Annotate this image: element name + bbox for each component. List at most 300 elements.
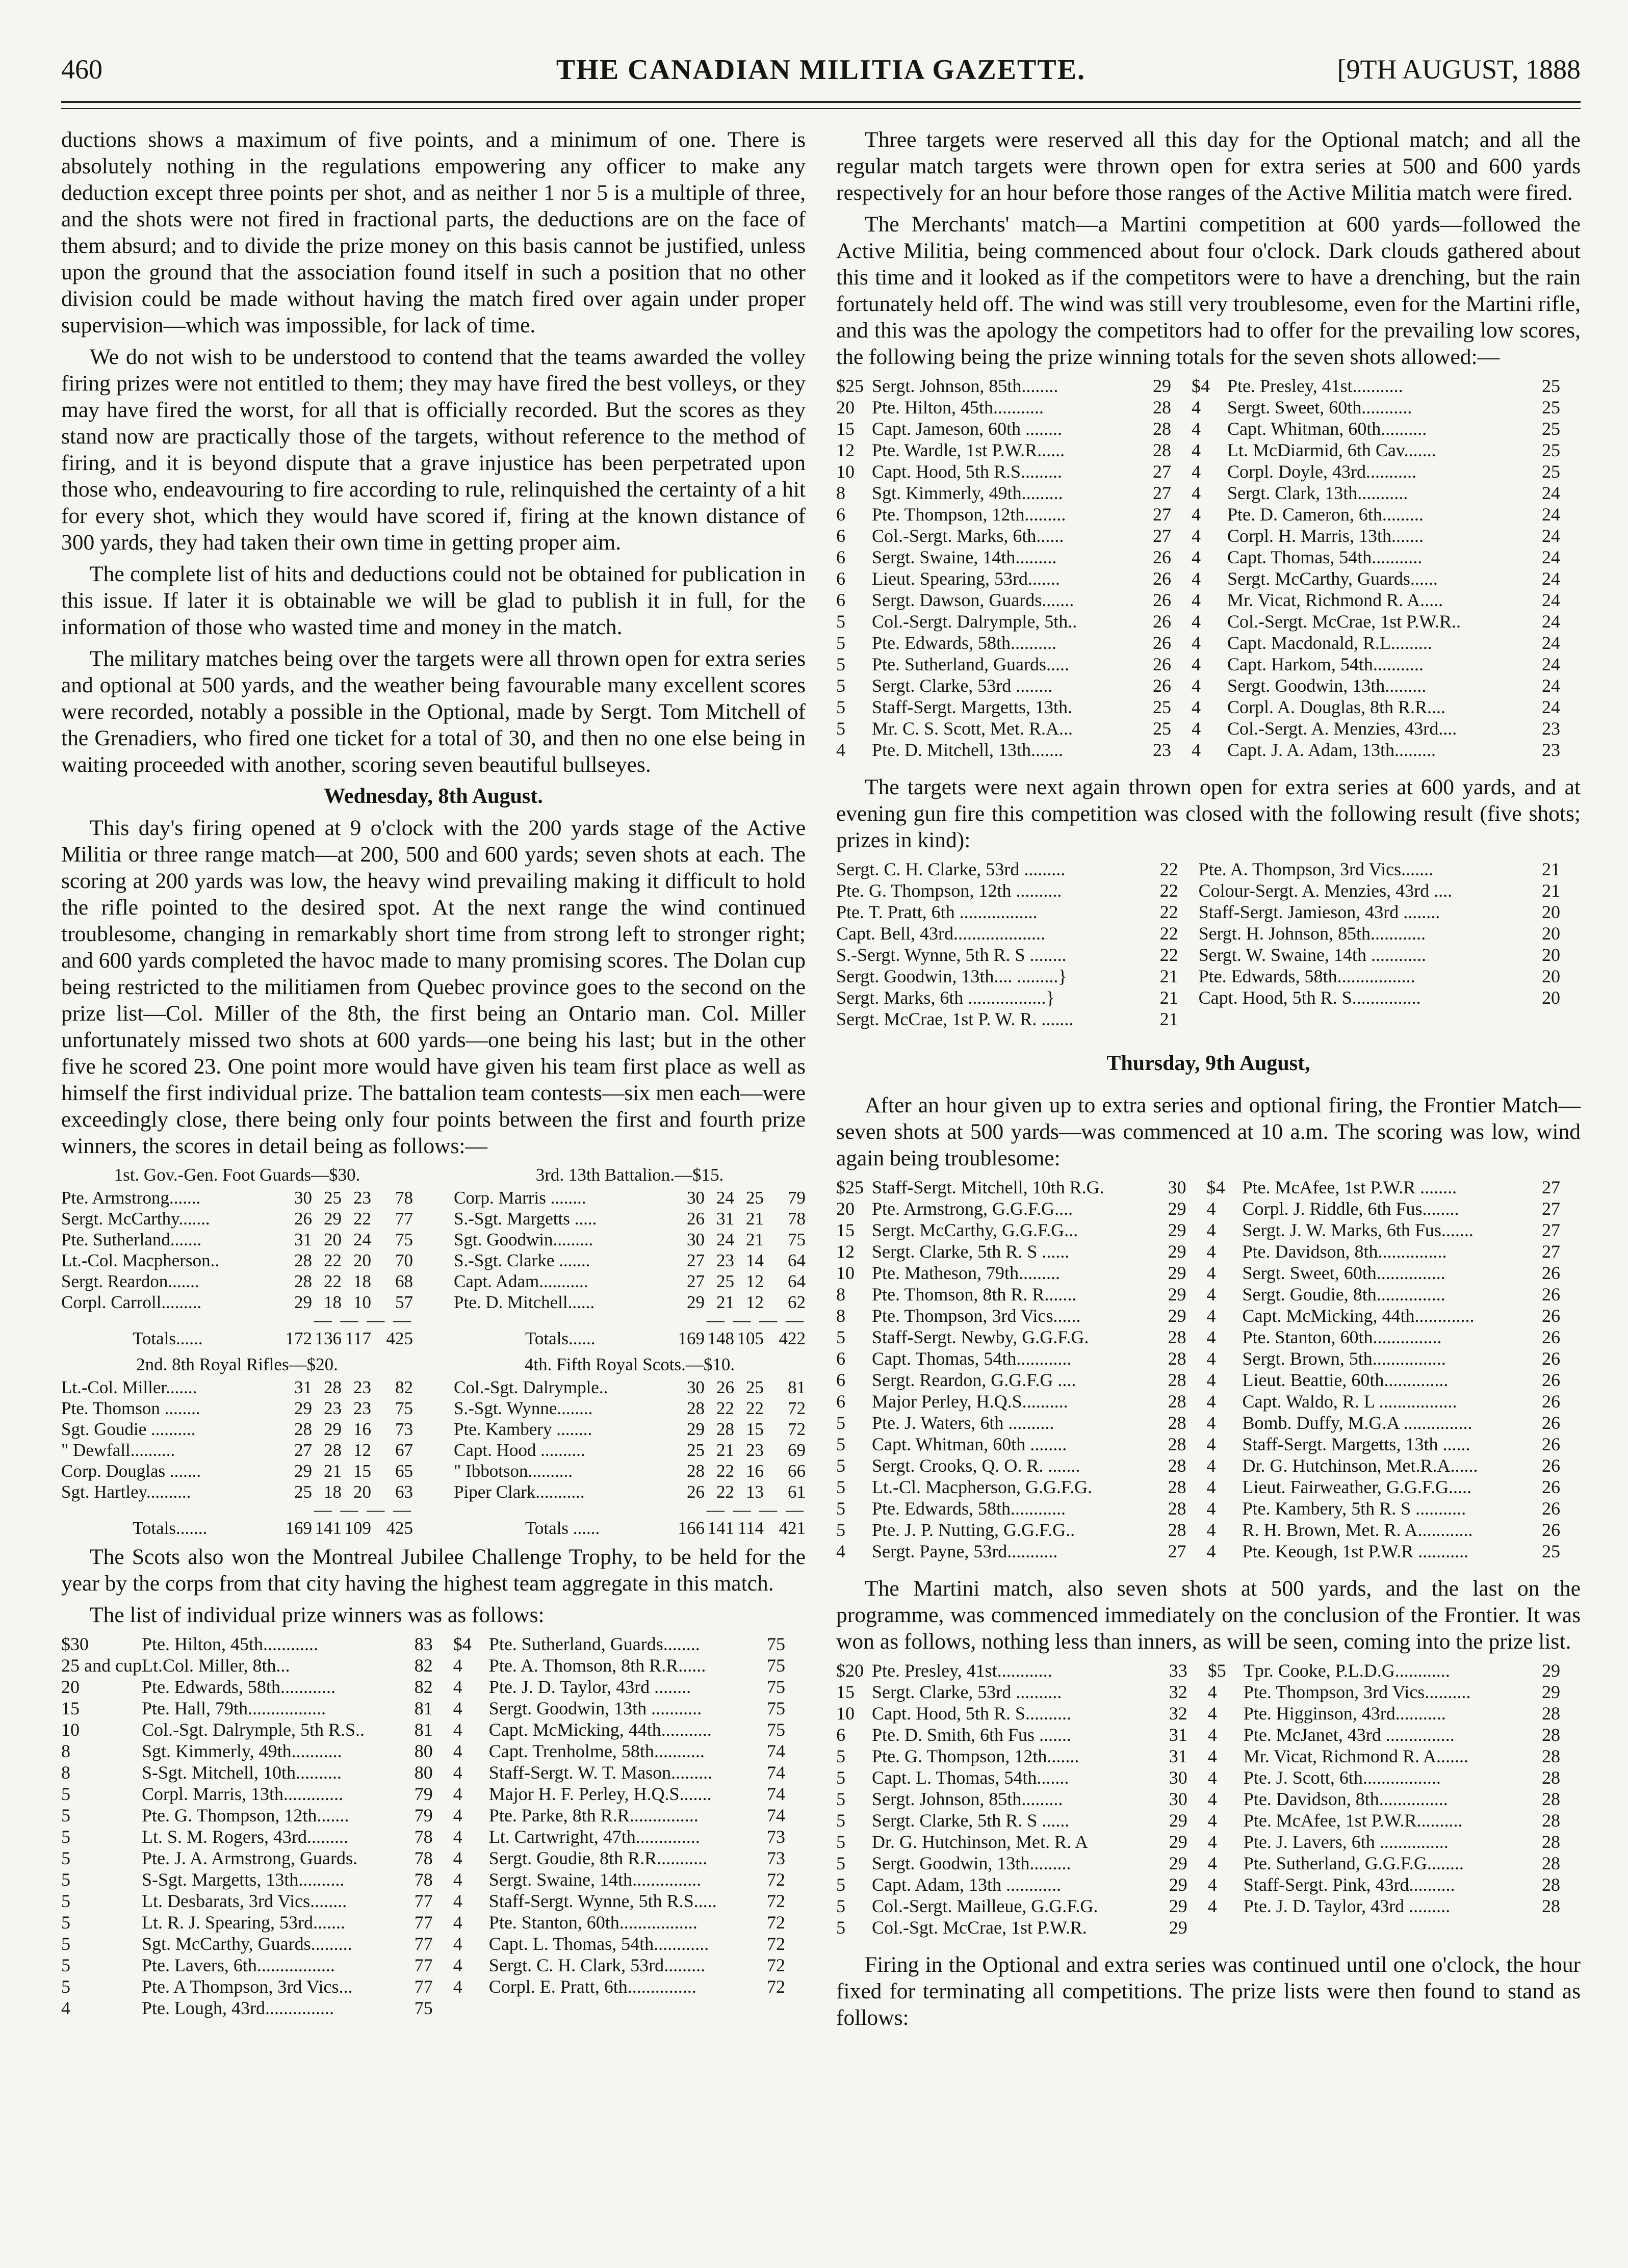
prize-amount: 4: [1207, 1703, 1217, 1724]
table-row: [836, 1008, 1581, 1030]
team-member-row: [454, 1229, 806, 1250]
score-600: 24: [353, 1230, 371, 1249]
totals-rule: — — — —: [706, 1500, 806, 1520]
table-row: [836, 880, 1581, 901]
prize-amount: 20: [836, 1198, 855, 1219]
table-row: [836, 546, 1581, 568]
competitor-name: Sergt. J. W. Marks, 6th Fus.......: [1242, 1220, 1474, 1240]
table-row: [836, 1177, 1581, 1198]
prize-amount: 4: [836, 1541, 845, 1561]
member-name: " Ibbotson..........: [454, 1461, 573, 1481]
score: 32: [1169, 1703, 1187, 1724]
prize-amount: 4: [453, 1869, 462, 1890]
prize-amount: 4: [1191, 419, 1201, 439]
competitor-name: Staff-Sergt. Margetts, 13th ......: [1242, 1434, 1470, 1454]
score: 20: [1542, 966, 1560, 986]
competitor-name: Dr. G. Hutchinson, Met. R. A: [872, 1832, 1089, 1852]
score: 72: [767, 1891, 785, 1911]
member-name: S.-Sgt. Wynne........: [454, 1398, 593, 1418]
competitor-name: Pte. Thompson, 12th.........: [872, 504, 1066, 525]
competitor-name: Pte. J. D. Taylor, 43rd .........: [1243, 1896, 1451, 1916]
score: 22: [1159, 923, 1178, 944]
table-row: [836, 1853, 1581, 1874]
member-total: 63: [395, 1482, 413, 1502]
competitor-name: Pte. G. Thompson, 12th.......: [141, 1805, 349, 1826]
score: 28: [1542, 1746, 1560, 1766]
score: 26: [1542, 1284, 1560, 1305]
competitor-name: Pte. Sutherland, G.G.F.G........: [1243, 1853, 1464, 1873]
competitor-name: Mr. C. S. Scott, Met. R.A...: [872, 718, 1073, 739]
prize-amount: 5: [61, 1827, 70, 1847]
score: 20: [1542, 902, 1560, 922]
score: 25: [1542, 461, 1560, 482]
team-member-row: [61, 1187, 413, 1208]
prize-amount: 8: [836, 1306, 845, 1326]
score: 80: [414, 1762, 433, 1783]
competitor-name: Pte. Thompson, 3rd Vics..........: [1243, 1682, 1471, 1702]
score: 28: [1542, 1853, 1560, 1873]
score: 78: [414, 1869, 433, 1890]
team-totals-row: [61, 1328, 413, 1349]
competitor-name: Capt. Thomas, 54th............: [872, 1348, 1072, 1369]
score: 29: [1169, 1874, 1187, 1895]
competitor-name: Capt. L. Thomas, 54th............: [488, 1934, 709, 1954]
competitor-name: Sergt. Goudie, 8th...............: [1242, 1284, 1445, 1305]
member-total: 82: [395, 1377, 413, 1397]
score: 20: [1542, 945, 1560, 965]
prize-amount: 6: [836, 590, 845, 610]
score: 27: [1542, 1241, 1560, 1262]
member-total: 75: [395, 1230, 413, 1249]
competitor-name: Sergt. Reardon, G.G.F.G ....: [872, 1370, 1076, 1390]
prize-amount: 4: [1191, 675, 1201, 696]
table-row: [61, 1805, 806, 1826]
member-total: 72: [788, 1419, 806, 1439]
competitor-name: Pte. A. Thompson, 3rd Vics.......: [1198, 859, 1434, 879]
competitor-name: Sergt. Crooks, Q. O. R. .......: [872, 1455, 1080, 1476]
table-row: [61, 1890, 806, 1912]
competitor-name: Sergt. Sweet, 60th...........: [1227, 397, 1412, 418]
competitor-name: Lt.Col. Miller, 8th...: [141, 1655, 290, 1676]
prize-amount: 5: [61, 1805, 70, 1826]
competitor-name: Sergt. Brown, 5th................: [1242, 1348, 1446, 1369]
table-row: [836, 589, 1581, 611]
competitor-name: Mr. Vicat, Richmond R. A.......: [1243, 1746, 1468, 1766]
score: 28: [1152, 419, 1171, 439]
table-row: [61, 1847, 806, 1869]
prize-amount: 4: [1191, 740, 1201, 760]
prize-amount: 5: [836, 1746, 845, 1766]
prize-amount: 4: [1191, 633, 1201, 653]
table-row: [61, 1740, 806, 1762]
score: 28: [1168, 1520, 1186, 1540]
prize-amount: 6: [836, 1391, 845, 1412]
competitor-name: Major H. F. Perley, H.Q.S.......: [488, 1784, 712, 1804]
score-600: 15: [746, 1419, 764, 1439]
prize-amount: 5: [836, 1789, 845, 1809]
competitor-name: Pte. J. D. Taylor, 43rd ........: [488, 1677, 691, 1697]
score-500: 31: [716, 1209, 734, 1229]
table-row: [836, 858, 1581, 880]
table-row: [61, 1954, 806, 1976]
team-member-row: [61, 1419, 413, 1440]
prize-amount: 5: [836, 1896, 845, 1916]
score: 28: [1542, 1725, 1560, 1745]
prize-amount: 6: [836, 1725, 845, 1745]
score: 26: [1152, 568, 1171, 589]
competitor-name: Pte. McJanet, 43rd ...............: [1243, 1725, 1455, 1745]
member-name: Capt. Hood ..........: [454, 1440, 585, 1460]
competitor-name: Pte. Matheson, 79th.........: [872, 1263, 1060, 1283]
score: 26: [1542, 1263, 1560, 1283]
prize-amount: 4: [453, 1719, 462, 1740]
member-total: 61: [788, 1482, 806, 1502]
table-row: [836, 1541, 1581, 1562]
competitor-name: Sergt. Goodwin, 13th.... .........}: [836, 966, 1067, 986]
prize-amount: 4: [1206, 1520, 1216, 1540]
member-name: Piper Clark...........: [454, 1482, 585, 1502]
prize-amount: 4: [453, 1912, 462, 1933]
table-row: [836, 944, 1581, 966]
score: 77: [414, 1976, 433, 1997]
competitor-name: Sergt. C. H. Clark, 53rd.........: [488, 1955, 706, 1975]
competitor-name: Pte. Thomson, 8th R. R.......: [872, 1284, 1077, 1305]
competitor-name: Bomb. Duffy, M.G.A ...............: [1242, 1413, 1472, 1433]
score-200: 28: [294, 1419, 312, 1439]
total-600: 109: [344, 1518, 371, 1538]
table-row: [836, 1917, 1581, 1938]
competitor-name: Capt. Adam, 13th ............: [872, 1874, 1061, 1895]
score-600: 15: [353, 1461, 371, 1481]
prize-amount: 6: [836, 1370, 845, 1390]
competitor-name: Sgt. Kimmerly, 49th...........: [141, 1741, 342, 1761]
prize-amount: 4: [1206, 1413, 1216, 1433]
competitor-name: Sergt. W. Swaine, 14th ............: [1198, 945, 1426, 965]
score: 29: [1542, 1660, 1560, 1681]
competitor-name: Capt. Harkom, 54th...........: [1227, 654, 1424, 674]
team-member-row: [454, 1398, 806, 1419]
score: 74: [767, 1741, 785, 1761]
prize-amount: 4: [1206, 1541, 1216, 1561]
competitor-name: Dr. G. Hutchinson, Met.R.A......: [1242, 1455, 1478, 1476]
member-name: S.-Sgt. Margetts .....: [454, 1209, 597, 1229]
table-row: [836, 1326, 1581, 1348]
score: [1504, 1917, 1581, 1938]
score-200: 29: [687, 1292, 705, 1312]
score-600: 12: [353, 1440, 371, 1460]
competitor-name: Col.-Sergt. Mailleue, G.G.F.G.: [872, 1896, 1098, 1916]
score: 28: [1542, 1896, 1560, 1916]
team-member-row: [454, 1377, 806, 1398]
score: 26: [1542, 1327, 1560, 1347]
table-row: [836, 1198, 1581, 1219]
member-total: 78: [788, 1209, 806, 1229]
prize-amount: 4: [1207, 1874, 1217, 1895]
prize-amount: 4: [1191, 654, 1201, 674]
prize-amount: 5: [836, 1477, 845, 1497]
prize-amount: 4: [1207, 1810, 1217, 1831]
table-row: [836, 1498, 1581, 1519]
score: 25: [1542, 1541, 1560, 1561]
paragraph: This day's firing opened at 9 o'clock with the 200 yards stage of the Active Militia or three range match—at 200, 500 and 600 yards; seven shots at each. The scoring at 200 yards was low, the heavy wind prevailing making it difficult to hold the rifle pointed to the desired spot. At the next range the wind continued troublesome, changing in remarkably short time from strong left to stronger right; and 600 yards completed the havoc made to many promising scores. The Dolan cup being restricted to the militiamen from Quebec province goes to the second on the prize list—Col. Miller of the 8th, the first being an Ontario man. Col. Miller unfortunately missed two shots at 600 yards—one being his last; but in the other five he scored 23. One point more would have given his team first place as well as himself the first individual prize. The battalion team contests—six men each—were exceedingly close, there being only four points between the first and fourth prize winners, the scores in detail being as follows:—: [61, 816, 806, 1158]
score-600: 25: [746, 1188, 764, 1208]
team-member-row: [454, 1481, 806, 1502]
prize-amount: 4: [1206, 1391, 1216, 1412]
prize-amount: 4: [453, 1741, 462, 1761]
score: 26: [1152, 547, 1171, 567]
prize-amount: $25: [836, 1177, 864, 1197]
prize-amount: 4: [1207, 1789, 1217, 1809]
score-200: 26: [687, 1209, 705, 1229]
table-row: [61, 1698, 806, 1719]
table-row: [836, 1724, 1581, 1745]
score: 72: [767, 1976, 785, 1997]
competitor-name: Corpl. A. Douglas, 8th R.R....: [1227, 697, 1445, 717]
team-member-row: [61, 1292, 413, 1313]
totals-label: Totals......: [525, 1328, 596, 1348]
competitor-name: Capt. Macdonald, R.L.........: [1227, 633, 1432, 653]
prize-amount: 4: [1206, 1370, 1216, 1390]
prize-amount: 12: [836, 1241, 855, 1262]
table-row: [61, 1719, 806, 1740]
competitor-name: Sergt. Johnson, 85th.........: [872, 1789, 1063, 1809]
score-500: 22: [716, 1398, 734, 1418]
score: 33: [1169, 1660, 1187, 1681]
score: 26: [1542, 1370, 1560, 1390]
prize-amount: 5: [836, 1520, 845, 1540]
totals-rule: — — — —: [314, 1310, 413, 1330]
team-table: [61, 1354, 413, 1539]
member-name: Sgt. Goudie ..........: [61, 1419, 196, 1439]
score-600: 23: [353, 1377, 371, 1397]
prize-amount: 4: [453, 1762, 462, 1783]
score-500: 22: [716, 1461, 734, 1481]
score: 75: [767, 1677, 785, 1697]
member-name: Sergt. Reardon.......: [61, 1271, 199, 1291]
competitor-name: Sergt. Clark, 13th...........: [1227, 483, 1408, 503]
score: 28: [1542, 1789, 1560, 1809]
score: 27: [1152, 461, 1171, 482]
score-200: 26: [294, 1209, 312, 1229]
team-grand-total: 421: [779, 1518, 806, 1538]
score: 27: [1152, 526, 1171, 546]
score: 28: [1168, 1455, 1186, 1476]
score: 22: [1159, 902, 1178, 922]
score: 79: [414, 1784, 433, 1804]
competitor-name: Sergt. Goodwin, 13th.........: [1227, 675, 1427, 696]
table-row: [836, 696, 1581, 718]
score: 30: [1169, 1789, 1187, 1809]
score: 28: [1168, 1391, 1186, 1412]
prize-amount: 5: [61, 1976, 70, 1997]
score: 26: [1542, 1434, 1560, 1454]
paragraph: Firing in the Optional and extra series was continued until one o'clock, the hour fixed for terminating all competitions. The prize lists were then found to stand as follows:: [836, 1952, 1581, 2030]
prize-amount: 4: [1206, 1306, 1216, 1326]
team-member-row: [61, 1440, 413, 1461]
competitor-name: Corpl. H. Marris, 13th.......: [1227, 526, 1424, 546]
prize-amount: 4: [453, 1955, 462, 1975]
member-name: Pte. Thomson ........: [61, 1398, 200, 1418]
table-row: [836, 1810, 1581, 1831]
competitor-name: Pte. J. P. Nutting, G.G.F.G..: [872, 1520, 1075, 1540]
competitor-name: S.-Sergt. Wynne, 5th R. S ........: [836, 945, 1067, 965]
score-200: 29: [294, 1398, 312, 1418]
table-row: [836, 966, 1581, 987]
team-member-row: [61, 1271, 413, 1292]
score: 28: [1168, 1498, 1186, 1519]
team-table: [454, 1354, 806, 1539]
competitor-name: Corpl. Marris, 13th.............: [141, 1784, 343, 1804]
score: 75: [767, 1634, 785, 1654]
competitor-name: Col.-Sergt. Dalrymple, 5th..: [872, 611, 1077, 632]
table-row: [836, 1767, 1581, 1788]
score: 23: [1152, 740, 1171, 760]
competitor-name: Sergt. Sweet, 60th...............: [1242, 1263, 1445, 1283]
competitor-name: Pte. Edwards, 58th............: [872, 1498, 1066, 1519]
member-total: 77: [395, 1209, 413, 1229]
prize-amount: 5: [61, 1934, 70, 1954]
prize-amount: 4: [453, 1784, 462, 1804]
member-name: Pte. Sutherland.......: [61, 1230, 202, 1249]
prize-amount: 4: [1206, 1263, 1216, 1283]
competitor-name: Capt. McMicking, 44th...........: [488, 1719, 712, 1740]
member-total: 81: [788, 1377, 806, 1397]
score: 77: [414, 1955, 433, 1975]
prize-amount: 5: [61, 1912, 70, 1933]
score: 21: [1542, 880, 1560, 901]
competitor-name: Pte. Edwards, 58th............: [141, 1677, 335, 1697]
score-200: 31: [294, 1230, 312, 1249]
prize-amount: 4: [1207, 1896, 1217, 1916]
table-row: [836, 611, 1581, 632]
score: 72: [767, 1869, 785, 1890]
score-200: 30: [687, 1188, 705, 1208]
paragraph: The list of individual prize winners was as follows:: [90, 1603, 545, 1627]
score: 24: [1542, 547, 1560, 567]
score: 28: [1542, 1703, 1560, 1724]
score-600: 21: [746, 1209, 764, 1229]
score-500: 28: [324, 1440, 342, 1460]
competitor-name: Lieut. Beattie, 60th..............: [1242, 1370, 1449, 1390]
prize-amount: 8: [836, 1284, 845, 1305]
score: 20: [1542, 987, 1560, 1008]
prize-amount: 4: [1191, 483, 1201, 503]
prize-amount: 5: [836, 1853, 845, 1873]
score-500: 28: [324, 1377, 342, 1397]
score: 27: [1152, 504, 1171, 525]
competitor-name: Sergt. Goodwin, 13th.........: [872, 1853, 1071, 1873]
team-member-row: [61, 1250, 413, 1271]
competitor-name: Pte. McAfee, 1st P.W.R..........: [1243, 1810, 1463, 1831]
score: [1504, 1008, 1581, 1030]
score-200: 30: [294, 1188, 312, 1208]
prize-amount: 4: [61, 1998, 70, 2018]
score: 29: [1152, 376, 1171, 396]
competitor-name: Sgt. Kimmerly, 49th.........: [872, 483, 1063, 503]
member-name: Lt.-Col. Miller.......: [61, 1377, 197, 1397]
score: 21: [1159, 1009, 1178, 1029]
competitor-name: Lieut. Spearing, 53rd.......: [872, 568, 1060, 589]
member-name: Corp. Douglas .......: [61, 1461, 201, 1481]
paragraph: The targets were next again thrown open for extra series at 600 yards, and at evening gun fire this competition was closed with the following result (five shots; prizes in kind):: [836, 775, 1581, 852]
prize-amount: 5: [61, 1955, 70, 1975]
score: 26: [1542, 1391, 1560, 1412]
table-row: [61, 1783, 806, 1805]
prize-amount: 4: [453, 1934, 462, 1954]
competitor-name: S-Sgt. Mitchell, 10th..........: [141, 1762, 342, 1783]
competitor-name: Pte. J. Scott, 6th.................: [1243, 1767, 1441, 1788]
score-200: 28: [687, 1398, 705, 1418]
score: 31: [1169, 1746, 1187, 1766]
prize-amount: 5: [836, 1917, 845, 1938]
member-name: Sgt. Hartley..........: [61, 1482, 191, 1502]
score: 83: [414, 1634, 433, 1654]
competitor-name: Sergt. Clarke, 53rd ........: [872, 675, 1053, 696]
member-total: 70: [395, 1250, 413, 1270]
prize-amount: 5: [836, 1498, 845, 1519]
competitor-name: Sergt. Goudie, 8th R.R...........: [488, 1848, 708, 1868]
prize-amount: 4: [453, 1827, 462, 1847]
member-total: 62: [788, 1292, 806, 1312]
score: 29: [1169, 1832, 1187, 1852]
score: 24: [1542, 611, 1560, 632]
paragraph: The military matches being over the targets were all thrown open for extra series and optional at 500 yards, and the weather being favourable many excellent scores were recorded, notably a possible in the Optional, made by Sergt. Tom Mitchell of the Grenadiers, who fired one ticket for a total of 30, and then no one else being in waiting proceeded with another, scoring seven beautiful bullseyes.: [61, 646, 806, 777]
member-name: Col.-Sgt. Dalrymple..: [454, 1377, 608, 1397]
score: 22: [1159, 859, 1178, 879]
prize-amount: 20: [836, 397, 855, 418]
table-row: [836, 1433, 1581, 1455]
score: 81: [414, 1698, 433, 1718]
totals-label: Totals ......: [525, 1518, 600, 1538]
prize-amount: 5: [836, 675, 845, 696]
competitor-name: Sergt. Swaine, 14th.........: [872, 547, 1057, 567]
prize-amount: 4: [1206, 1241, 1216, 1262]
prize-amount: 8: [61, 1741, 70, 1761]
score-200: 28: [294, 1250, 312, 1270]
score: 23: [1542, 740, 1560, 760]
table-row: [61, 1976, 806, 1997]
score: 28: [1168, 1477, 1186, 1497]
score: 25: [1542, 440, 1560, 460]
competitor-name: Sergt. Clarke, 53rd ..........: [872, 1682, 1062, 1702]
competitor-name: Pte. D. Smith, 6th Fus .......: [872, 1725, 1072, 1745]
prize-amount: [1208, 1917, 1244, 1938]
score: 28: [1168, 1348, 1186, 1369]
prize-amount: 5: [836, 1810, 845, 1831]
team-member-row: [61, 1208, 413, 1229]
table-row: [836, 718, 1581, 739]
prize-amount: $4: [1206, 1177, 1225, 1197]
score: 82: [414, 1655, 433, 1676]
member-total: 72: [788, 1398, 806, 1418]
score-500: 23: [324, 1398, 342, 1418]
prize-amount: 6: [836, 526, 845, 546]
total-500: 141: [707, 1518, 734, 1538]
member-name: " Dewfall..........: [61, 1440, 175, 1460]
score-200: 31: [294, 1377, 312, 1397]
prize-amount: 15: [61, 1698, 80, 1718]
competitor-name: Col.-Sgt. Dalrymple, 5th R.S..: [141, 1719, 365, 1740]
table-row: [61, 1997, 806, 2019]
score-600: 23: [353, 1188, 371, 1208]
competitor-name: Lt.-Cl. Macpherson, G.G.F.G.: [872, 1477, 1093, 1497]
prize-amount: 5: [61, 1869, 70, 1890]
competitor-name: Pte. Davidson, 8th...............: [1243, 1789, 1448, 1809]
table-row: [836, 1219, 1581, 1241]
competitor-name: Pte. Wardle, 1st P.W.R......: [872, 440, 1065, 460]
prize-amount: 4: [1191, 461, 1201, 482]
score: 26: [1542, 1520, 1560, 1540]
